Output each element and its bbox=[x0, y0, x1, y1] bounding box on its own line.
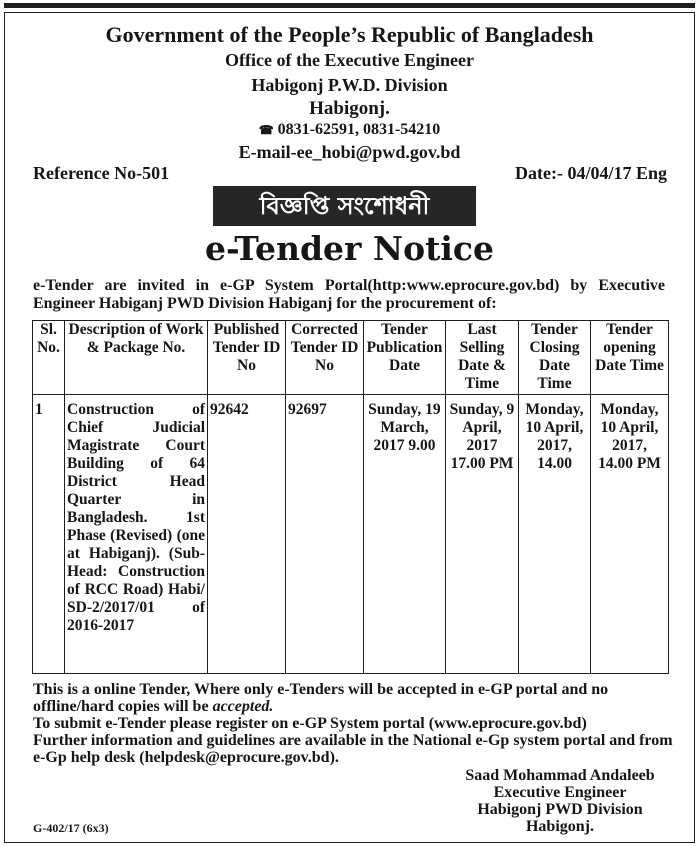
cell-sl: 1 bbox=[33, 395, 65, 674]
footer-notes bbox=[33, 681, 673, 766]
header-sl: Sl. No. bbox=[33, 321, 65, 395]
government-heading: Government of the People’s Republic of Bangladesh bbox=[105, 22, 594, 47]
division-heading: Habigonj P.W.D. Division bbox=[251, 75, 448, 95]
header-last-selling: Last Selling Date & Time bbox=[446, 321, 519, 395]
page-title: e-Tender Notice bbox=[205, 229, 494, 268]
office-heading: Office of the Executive Engineer bbox=[225, 50, 474, 70]
signatory-title: Executive Engineer bbox=[493, 784, 627, 801]
cell-published-id: 92642 bbox=[208, 395, 286, 674]
email-line: E-mail-ee_hobi@pwd.gov.bd bbox=[238, 142, 461, 162]
gazette-reference: G-402/17 (6x3) bbox=[33, 821, 109, 835]
cell-description: Construction of Chief Judicial Magistrate Court Building of 64 District Head Quarter in Bangladesh. 1st Phase (Revised) (one at Habiganj). (Sub-Head: Construction of RCC Road) Habi/ SD-2/2017/01 of 2016-2017 bbox=[65, 395, 208, 674]
top-rule bbox=[4, 3, 695, 8]
signature-block bbox=[445, 767, 675, 835]
footer-line-online-text: This is a online Tender, Where only e-Tenders will be accepted in e-GP portal and no offline/hard copies will be bbox=[33, 681, 609, 715]
signatory-place: Habigonj. bbox=[525, 818, 594, 835]
telephone-icon: ☎ bbox=[258, 123, 274, 137]
phone-line bbox=[0, 121, 699, 139]
signatory-name: Saad Mohammad Andaleeb bbox=[465, 767, 655, 784]
phone-numbers: 0831-62591, 0831-54210 bbox=[277, 121, 441, 138]
table-header-row bbox=[33, 321, 669, 395]
location-heading: Habigonj. bbox=[309, 98, 390, 119]
corrigendum-banner: বিজ্ঞপ্তি সংশোধনী bbox=[213, 186, 476, 226]
cell-opening: Monday, 10 April, 2017, 14.00 PM bbox=[591, 395, 669, 674]
cell-last-selling: Sunday, 9 April, 2017 17.00 PM bbox=[446, 395, 519, 674]
header-published-id: Published Tender ID No bbox=[208, 321, 286, 395]
cell-corrected-id: 92697 bbox=[286, 395, 364, 674]
reference-number: Reference No-501 bbox=[33, 163, 170, 183]
header-closing: Tender Closing Date Time bbox=[519, 321, 591, 395]
header-opening: Tender opening Date Time bbox=[591, 321, 669, 395]
intro-paragraph: e-Tender are invited in e-GP System Portal(http:www.eprocure.gov.bd) by Executive Engineer Habiganj PWD Division Habiganj for the procurement of: bbox=[33, 277, 665, 312]
header-description: Description of Work & Package No. bbox=[65, 321, 208, 395]
footer-accepted: accepted. bbox=[212, 698, 274, 715]
footer-line-online bbox=[33, 681, 673, 715]
tender-table bbox=[32, 320, 669, 674]
cell-publication-date: Sunday, 19 March, 2017 9.00 bbox=[364, 395, 446, 674]
header-corrected-id: Corrected Tender ID No bbox=[286, 321, 364, 395]
table-row bbox=[33, 395, 669, 674]
footer-line-register: To submit e-Tender please register on e-GP System portal (www.eprocure.gov.bd) bbox=[33, 715, 587, 732]
cell-closing: Monday, 10 April, 2017, 14.00 bbox=[519, 395, 591, 674]
footer-line-helpdesk: Further information and guidelines are available in the National e-Gp system portal and from e-Gp help desk (helpdesk@eprocure.gov.bd). bbox=[33, 732, 673, 766]
notice-date: Date:- 04/04/17 Eng bbox=[515, 163, 667, 183]
signatory-division: Habigonj PWD Division bbox=[477, 801, 643, 818]
header-publication-date: Tender Publication Date bbox=[364, 321, 446, 395]
